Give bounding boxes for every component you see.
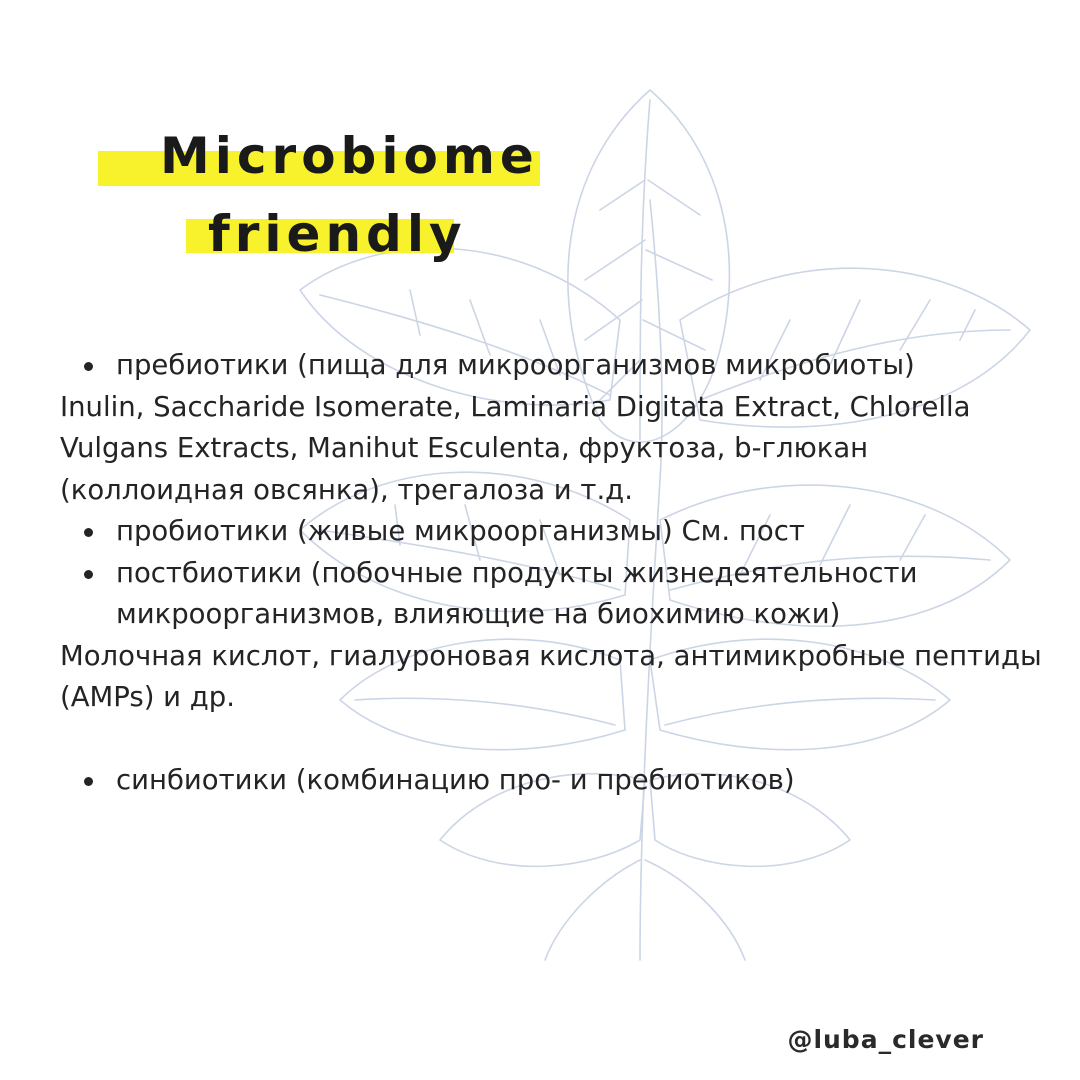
list-item-probiotics <box>60 511 1050 553</box>
list-item-text: постбиотики (побочные продукты жизнедеятельности микроорганизмов, влияющие на биохимию кожи) <box>116 556 918 630</box>
prebiotics-examples: Inulin, Saccharide Isomerate, Laminaria Digitata Extract, Chlorella Vulgans Extracts, Manihut Esculenta, фруктоза, b-глюкан (коллоидная овсянка), трегалоза и т.д. <box>60 390 971 506</box>
bullet-dot-icon <box>84 528 93 537</box>
bullet-dot-icon <box>84 777 93 786</box>
list-item-postbiotics <box>60 553 1050 636</box>
list-item-text: пробиотики (живые микроорганизмы) См. пост <box>116 515 805 547</box>
body-content <box>60 345 1050 802</box>
title-line-1: Microbiome <box>160 127 539 185</box>
author-handle: @luba_clever <box>787 1025 984 1054</box>
postbiotics-examples: Молочная кислот, гиалуроновая кислота, антимикробные пептиды (AMPs) и др. <box>60 639 1042 713</box>
list-item-prebiotics <box>60 345 1050 387</box>
list-item-text: синбиотики (комбинацию про- и пребиотиков) <box>116 764 795 796</box>
spacer <box>60 719 1050 761</box>
list-item-synbiotics <box>60 760 1050 802</box>
bullet-dot-icon <box>84 362 93 371</box>
title-line-2: friendly <box>208 205 467 263</box>
list-item-text: пребиотики (пища для микроорганизмов микробиоты) <box>116 349 915 381</box>
bullet-dot-icon <box>84 570 93 579</box>
